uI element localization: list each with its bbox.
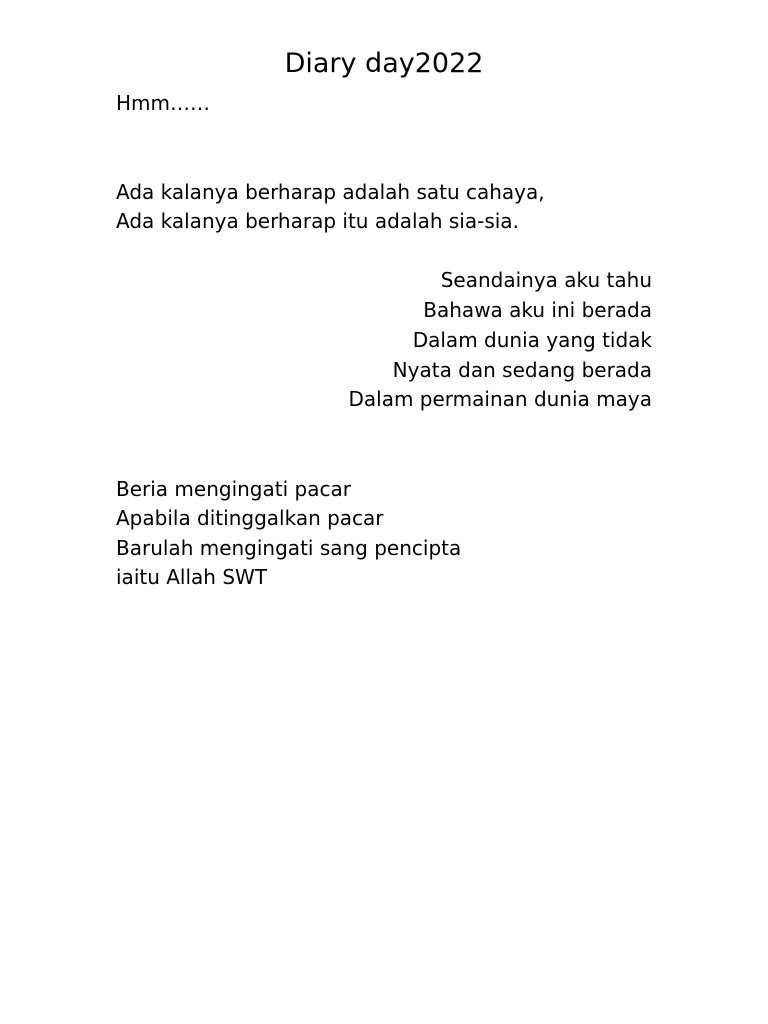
stanza2-line-3: Dalam dunia yang tidak bbox=[412, 328, 652, 352]
intro-line: Hmm…… bbox=[116, 91, 211, 115]
stanza3-line-4: iaitu Allah SWT bbox=[116, 565, 268, 589]
stanza2-line-5: Dalam permainan dunia maya bbox=[348, 387, 652, 411]
stanza1-line-1: Ada kalanya berharap adalah satu cahaya, bbox=[116, 180, 545, 204]
stanza3-line-2: Apabila ditinggalkan pacar bbox=[116, 506, 384, 530]
stanza2-line-1: Seandainya aku tahu bbox=[440, 268, 652, 292]
stanza1-line-2: Ada kalanya berharap itu adalah sia-sia. bbox=[116, 209, 519, 233]
stanza3-line-3: Barulah mengingati sang pencipta bbox=[116, 536, 462, 560]
stanza2-line-4: Nyata dan sedang berada bbox=[392, 358, 652, 382]
stanza3-line-1: Beria mengingati pacar bbox=[116, 477, 351, 501]
page-title: Diary day2022 bbox=[284, 48, 484, 79]
stanza2-line-2: Bahawa aku ini berada bbox=[423, 298, 652, 322]
